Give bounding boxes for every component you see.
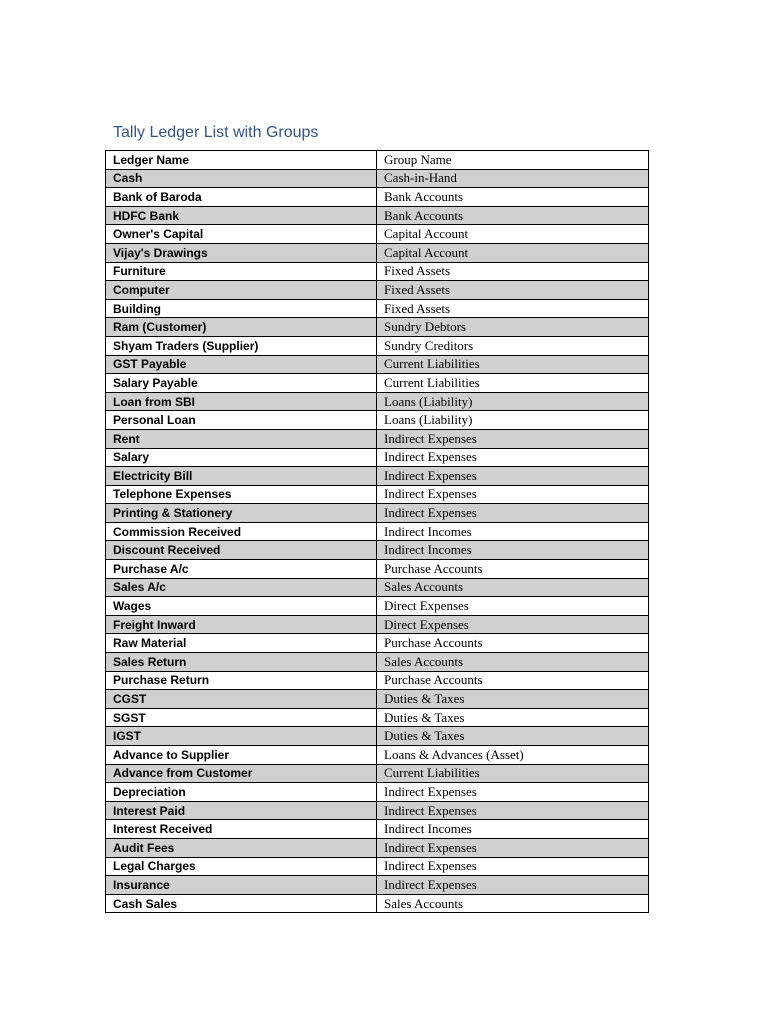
ledger-name-cell: Salary Payable bbox=[106, 374, 377, 393]
group-name-cell: Indirect Expenses bbox=[377, 448, 649, 467]
group-name-cell: Indirect Expenses bbox=[377, 857, 649, 876]
ledger-name-cell: Raw Material bbox=[106, 634, 377, 653]
ledger-name-cell: Printing & Stationery bbox=[106, 504, 377, 523]
group-name-cell: Indirect Expenses bbox=[377, 467, 649, 486]
table-row bbox=[106, 336, 649, 355]
group-name-cell: Indirect Expenses bbox=[377, 783, 649, 802]
group-name-cell: Duties & Taxes bbox=[377, 690, 649, 709]
table-row bbox=[106, 448, 649, 467]
group-name-cell: Bank Accounts bbox=[377, 206, 649, 225]
ledger-table-header bbox=[106, 151, 649, 170]
table-row bbox=[106, 467, 649, 486]
ledger-name-cell: Purchase A/c bbox=[106, 560, 377, 579]
ledger-name-cell: Shyam Traders (Supplier) bbox=[106, 336, 377, 355]
ledger-name-cell: Telephone Expenses bbox=[106, 485, 377, 504]
table-row bbox=[106, 429, 649, 448]
column-header-ledger-name: Ledger Name bbox=[106, 151, 377, 170]
group-name-cell: Purchase Accounts bbox=[377, 671, 649, 690]
ledger-name-cell: Sales A/c bbox=[106, 578, 377, 597]
group-name-cell: Capital Account bbox=[377, 243, 649, 262]
ledger-name-cell: Cash bbox=[106, 169, 377, 188]
group-name-cell: Indirect Expenses bbox=[377, 429, 649, 448]
ledger-name-cell: Owner's Capital bbox=[106, 225, 377, 244]
ledger-table bbox=[105, 150, 649, 913]
group-name-cell: Sundry Debtors bbox=[377, 318, 649, 337]
ledger-name-cell: SGST bbox=[106, 708, 377, 727]
table-row bbox=[106, 801, 649, 820]
table-row bbox=[106, 894, 649, 913]
ledger-name-cell: Personal Loan bbox=[106, 411, 377, 430]
group-name-cell: Direct Expenses bbox=[377, 597, 649, 616]
ledger-name-cell: Audit Fees bbox=[106, 838, 377, 857]
ledger-name-cell: CGST bbox=[106, 690, 377, 709]
ledger-name-cell: Legal Charges bbox=[106, 857, 377, 876]
ledger-name-cell: Commission Received bbox=[106, 522, 377, 541]
table-row bbox=[106, 783, 649, 802]
ledger-name-cell: Bank of Baroda bbox=[106, 188, 377, 207]
group-name-cell: Indirect Incomes bbox=[377, 522, 649, 541]
ledger-name-cell: Insurance bbox=[106, 876, 377, 895]
table-row bbox=[106, 578, 649, 597]
table-row bbox=[106, 634, 649, 653]
table-row bbox=[106, 541, 649, 560]
ledger-name-cell: HDFC Bank bbox=[106, 206, 377, 225]
group-name-cell: Current Liabilities bbox=[377, 374, 649, 393]
table-row bbox=[106, 281, 649, 300]
group-name-cell: Fixed Assets bbox=[377, 262, 649, 281]
ledger-name-cell: Vijay's Drawings bbox=[106, 243, 377, 262]
group-name-cell: Indirect Expenses bbox=[377, 504, 649, 523]
table-row bbox=[106, 299, 649, 318]
table-row bbox=[106, 225, 649, 244]
document-title: Tally Ledger List with Groups bbox=[113, 124, 319, 141]
table-row bbox=[106, 504, 649, 523]
group-name-cell: Cash-in-Hand bbox=[377, 169, 649, 188]
group-name-cell: Sales Accounts bbox=[377, 653, 649, 672]
table-row bbox=[106, 727, 649, 746]
table-row bbox=[106, 485, 649, 504]
ledger-name-cell: Discount Received bbox=[106, 541, 377, 560]
table-row bbox=[106, 243, 649, 262]
column-header-group-name: Group Name bbox=[377, 151, 649, 170]
table-row bbox=[106, 206, 649, 225]
ledger-name-cell: Interest Received bbox=[106, 820, 377, 839]
ledger-name-cell: IGST bbox=[106, 727, 377, 746]
ledger-name-cell: Electricity Bill bbox=[106, 467, 377, 486]
group-name-cell: Current Liabilities bbox=[377, 764, 649, 783]
ledger-name-cell: Cash Sales bbox=[106, 894, 377, 913]
group-name-cell: Sundry Creditors bbox=[377, 336, 649, 355]
table-row bbox=[106, 690, 649, 709]
ledger-name-cell: Rent bbox=[106, 429, 377, 448]
table-row bbox=[106, 671, 649, 690]
table-row bbox=[106, 615, 649, 634]
ledger-name-cell: Sales Return bbox=[106, 653, 377, 672]
table-row bbox=[106, 857, 649, 876]
ledger-name-cell: Freight Inward bbox=[106, 615, 377, 634]
group-name-cell: Purchase Accounts bbox=[377, 634, 649, 653]
group-name-cell: Indirect Expenses bbox=[377, 485, 649, 504]
group-name-cell: Loans (Liability) bbox=[377, 411, 649, 430]
ledger-name-cell: Advance from Customer bbox=[106, 764, 377, 783]
table-row bbox=[106, 411, 649, 430]
group-name-cell: Bank Accounts bbox=[377, 188, 649, 207]
group-name-cell: Indirect Incomes bbox=[377, 541, 649, 560]
table-row bbox=[106, 169, 649, 188]
table-row bbox=[106, 653, 649, 672]
ledger-name-cell: Wages bbox=[106, 597, 377, 616]
group-name-cell: Fixed Assets bbox=[377, 281, 649, 300]
table-row bbox=[106, 392, 649, 411]
ledger-name-cell: Interest Paid bbox=[106, 801, 377, 820]
table-row bbox=[106, 522, 649, 541]
group-name-cell: Sales Accounts bbox=[377, 894, 649, 913]
group-name-cell: Duties & Taxes bbox=[377, 727, 649, 746]
ledger-name-cell: Building bbox=[106, 299, 377, 318]
ledger-name-cell: GST Payable bbox=[106, 355, 377, 374]
ledger-name-cell: Depreciation bbox=[106, 783, 377, 802]
table-row bbox=[106, 262, 649, 281]
ledger-name-cell: Computer bbox=[106, 281, 377, 300]
ledger-name-cell: Loan from SBI bbox=[106, 392, 377, 411]
header-row bbox=[106, 151, 649, 170]
group-name-cell: Duties & Taxes bbox=[377, 708, 649, 727]
ledger-table-body bbox=[106, 169, 649, 913]
group-name-cell: Loans & Advances (Asset) bbox=[377, 746, 649, 765]
group-name-cell: Indirect Expenses bbox=[377, 838, 649, 857]
ledger-name-cell: Ram (Customer) bbox=[106, 318, 377, 337]
table-row bbox=[106, 876, 649, 895]
table-row bbox=[106, 188, 649, 207]
table-row bbox=[106, 764, 649, 783]
group-name-cell: Indirect Expenses bbox=[377, 801, 649, 820]
ledger-name-cell: Advance to Supplier bbox=[106, 746, 377, 765]
group-name-cell: Loans (Liability) bbox=[377, 392, 649, 411]
group-name-cell: Fixed Assets bbox=[377, 299, 649, 318]
table-row bbox=[106, 708, 649, 727]
ledger-name-cell: Furniture bbox=[106, 262, 377, 281]
group-name-cell: Indirect Expenses bbox=[377, 876, 649, 895]
ledger-name-cell: Salary bbox=[106, 448, 377, 467]
table-row bbox=[106, 318, 649, 337]
group-name-cell: Indirect Incomes bbox=[377, 820, 649, 839]
table-row bbox=[106, 374, 649, 393]
table-row bbox=[106, 838, 649, 857]
table-row bbox=[106, 820, 649, 839]
group-name-cell: Current Liabilities bbox=[377, 355, 649, 374]
table-row bbox=[106, 746, 649, 765]
table-row bbox=[106, 597, 649, 616]
group-name-cell: Capital Account bbox=[377, 225, 649, 244]
group-name-cell: Sales Accounts bbox=[377, 578, 649, 597]
table-row bbox=[106, 560, 649, 579]
group-name-cell: Direct Expenses bbox=[377, 615, 649, 634]
group-name-cell: Purchase Accounts bbox=[377, 560, 649, 579]
table-row bbox=[106, 355, 649, 374]
ledger-name-cell: Purchase Return bbox=[106, 671, 377, 690]
